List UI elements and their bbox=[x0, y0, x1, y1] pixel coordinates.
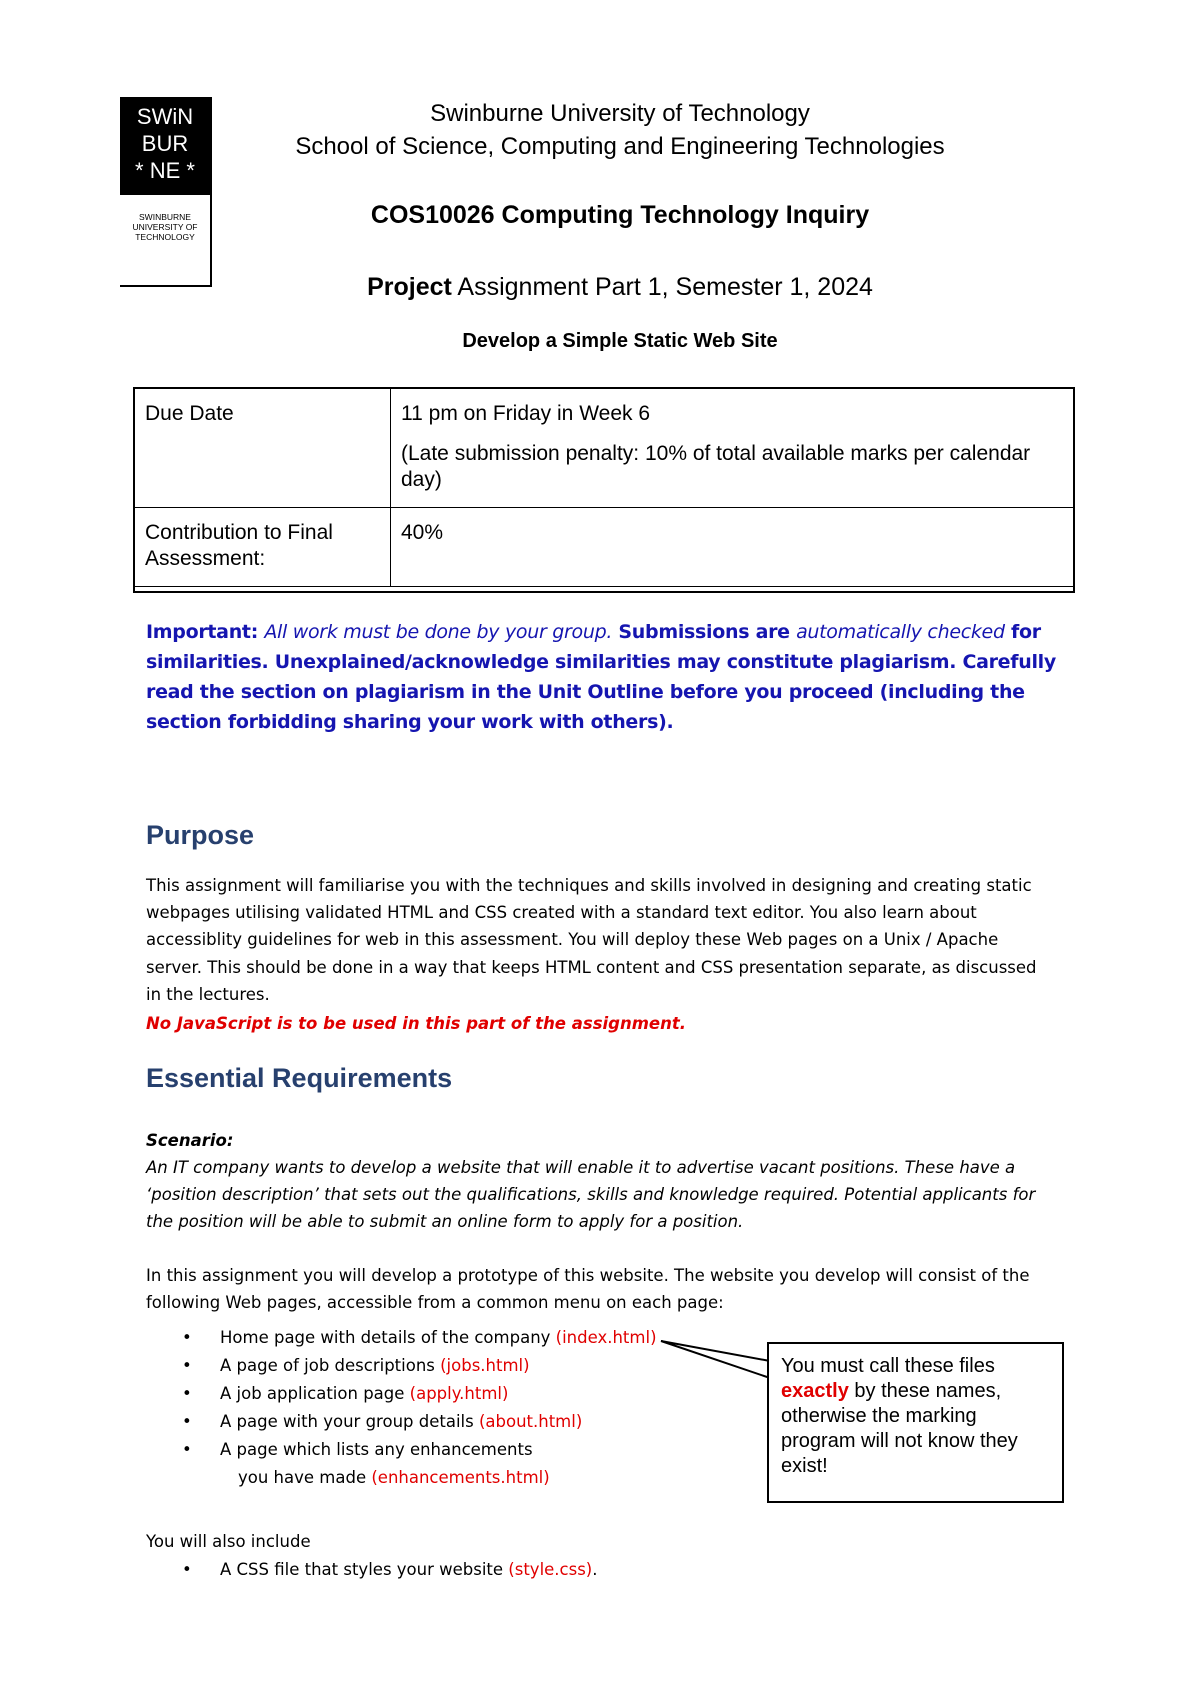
page-item-text: A job application page bbox=[220, 1384, 410, 1403]
callout-line-2: by these names, otherwise the marking program will not know they exist! bbox=[781, 1380, 1018, 1477]
required-pages-list bbox=[178, 1324, 657, 1492]
purpose-paragraph: This assignment will familiarise you with the techniques and skills involved in designing and creating static webpages utilising validated HTML and CSS created with a standard text editor. You also learn about accessiblity guidelines for web in this assessment. You will deploy these Web pages on a Unix / Apache server. This should be done in a way that keeps HTML content and CSS presentation separate, as discussed in the lectures. bbox=[146, 876, 1037, 1004]
logo-line-2: BUR bbox=[141, 131, 189, 156]
list-item bbox=[178, 1352, 657, 1380]
bullet-icon: • bbox=[182, 1560, 192, 1579]
develop-paragraph: In this assignment you will develop a prototype of this website. The website you develop will consist of the following Web pages, accessible from a common menu on each page: bbox=[146, 1266, 1030, 1313]
table-row bbox=[135, 389, 1074, 508]
table-row bbox=[135, 508, 1074, 587]
bullet-icon: • bbox=[182, 1328, 192, 1347]
list-item bbox=[178, 1380, 657, 1408]
due-date-value: 11 pm on Friday in Week 6 bbox=[401, 402, 651, 425]
page-file-name: (about.html) bbox=[478, 1412, 583, 1431]
logo-line-3: * NE * bbox=[135, 158, 195, 183]
late-penalty-note: (Late submission penalty: 10% of total available marks per calendar day) bbox=[401, 442, 1031, 491]
swinburne-logo bbox=[120, 97, 212, 287]
css-item-text: A CSS file that styles your website bbox=[220, 1560, 509, 1579]
callout-emphasis: exactly bbox=[781, 1380, 849, 1402]
important-italic-2: automatically checked bbox=[796, 621, 1005, 643]
scenario-paragraph: An IT company wants to develop a website that will enable it to advertise vacant positions. These have a ‘position description’ that sets out the qualifications, skills and knowledge required. Potential applicants for the position will be able to submit an online form to apply for a position. bbox=[146, 1158, 1036, 1232]
contribution-value: 40% bbox=[391, 508, 1074, 587]
bullet-icon: • bbox=[182, 1356, 192, 1375]
page-item-text: A page which lists any enhancements bbox=[220, 1440, 533, 1459]
page-file-name: (enhancements.html) bbox=[371, 1468, 550, 1487]
due-date-cell bbox=[391, 389, 1074, 508]
project-rest: Assignment Part 1, Semester 1, 2024 bbox=[451, 273, 873, 301]
important-label: Important: bbox=[146, 621, 259, 643]
logo-sub-line-1: SWINBURNE bbox=[139, 212, 191, 222]
list-item bbox=[178, 1436, 657, 1492]
assignment-info-table bbox=[134, 388, 1074, 587]
logo-line-1: SWiN bbox=[136, 104, 194, 129]
logo-sub-line-2: UNIVERSITY OF bbox=[132, 222, 198, 232]
bullet-icon: • bbox=[182, 1384, 192, 1403]
no-javascript-warning: No JavaScript is to be used in this part of the assignment. bbox=[146, 1014, 687, 1033]
page-item-text: Home page with details of the company bbox=[220, 1328, 556, 1347]
logo-sub-line-3: TECHNOLOGY bbox=[135, 232, 195, 242]
css-item-tail: . bbox=[592, 1560, 598, 1579]
page-item-text: A page with your group details bbox=[220, 1412, 479, 1431]
logo-mark bbox=[120, 97, 210, 195]
university-name: Swinburne University of Technology bbox=[430, 100, 810, 127]
also-include-text: You will also include bbox=[146, 1532, 311, 1551]
due-date-label: Due Date bbox=[135, 389, 391, 508]
bullet-icon: • bbox=[182, 1440, 192, 1459]
school-name: School of Science, Computing and Engineering Technologies bbox=[295, 133, 945, 160]
course-title: COS10026 Computing Technology Inquiry bbox=[370, 201, 870, 229]
page-file-name: (apply.html) bbox=[409, 1384, 509, 1403]
list-item bbox=[178, 1408, 657, 1436]
page-file-name: (index.html) bbox=[555, 1328, 657, 1347]
page-item-text-2: you have made bbox=[238, 1468, 372, 1487]
logo-subtext bbox=[120, 212, 210, 242]
contribution-label: Contribution to Final Assessment: bbox=[135, 508, 391, 587]
callout-line-1: You must call these files bbox=[781, 1355, 995, 1377]
page-file-name: (jobs.html) bbox=[440, 1356, 530, 1375]
important-text-1: Submissions are bbox=[612, 621, 797, 643]
important-italic-1: All work must be done by your group. bbox=[264, 621, 613, 643]
list-item bbox=[178, 1324, 657, 1352]
callout-pointer bbox=[660, 1340, 772, 1400]
essential-requirements-heading: Essential Requirements bbox=[146, 1063, 453, 1093]
list-item bbox=[178, 1556, 598, 1584]
css-file-list bbox=[178, 1556, 598, 1584]
css-file-name: (style.css) bbox=[508, 1560, 593, 1579]
project-title bbox=[220, 273, 1020, 302]
filename-callout bbox=[767, 1342, 1064, 1503]
important-notice bbox=[146, 617, 1086, 737]
scenario-label: Scenario: bbox=[146, 1131, 234, 1150]
project-bold: Project bbox=[367, 273, 452, 301]
important-text-2: for similarities. Unexplained/acknowledge similarities may constitute plagiarism. Carefully read the section on plagiarism in the Unit Outline before you proceed (including the section forbidding sharing your work with others). bbox=[146, 621, 1056, 733]
bullet-icon: • bbox=[182, 1412, 192, 1431]
assignment-subtitle: Develop a Simple Static Web Site bbox=[462, 330, 778, 352]
purpose-heading: Purpose bbox=[146, 820, 255, 850]
page-item-text: A page of job descriptions bbox=[220, 1356, 441, 1375]
